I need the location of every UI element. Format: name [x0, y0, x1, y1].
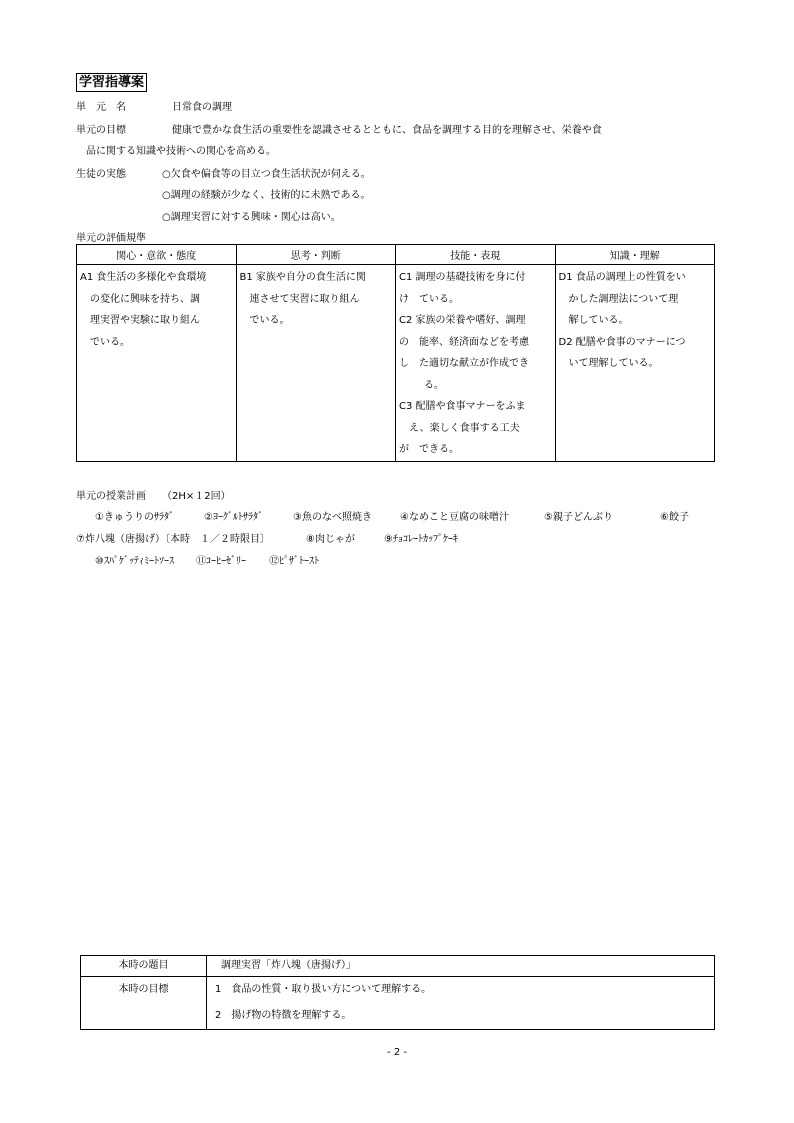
criteria-cell-thinking [236, 265, 396, 462]
lesson-goal-item: 2 揚げ物の特徴を理解する。 [215, 1010, 352, 1021]
evaluation-criteria-table [76, 244, 715, 462]
criteria-line: し た適切な献立が作成でき [399, 358, 529, 369]
plan-item: ⑩ｽﾊﾟｹﾞｯﾃｨﾐｰﾄｿｰｽ [95, 556, 174, 567]
unit-goal-line2: 品に関する知識や技術への関心を高める。 [86, 146, 276, 157]
criteria-label: 単元の評価規準 [76, 233, 146, 244]
criteria-line: でいる。 [90, 336, 130, 348]
criteria-line: B1 家族や自分の食生活に関 [239, 272, 366, 283]
plan-label: 単元の授業計画 [76, 491, 146, 502]
criteria-line: 連させて実習に取り組ん [249, 293, 360, 305]
plan-item: ⑪ｺｰﾋｰｾﾞﾘｰ [196, 556, 246, 567]
plan-item: ⑧肉じゃが [306, 534, 355, 545]
plan-item: ⑦炸八塊（唐揚げ）〔本時 １／２時限目〕 [76, 534, 270, 545]
students-label: 生徒の実態 [76, 169, 126, 180]
criteria-line: け ている。 [399, 293, 459, 305]
plan-item: ⑨ﾁｮｺﾚｰﾄｶｯﾌﾟｹｰｷ [384, 534, 458, 545]
lesson-goals [207, 977, 715, 1030]
plan-item: ①きゅうりのｻﾗﾀﾞ [95, 512, 174, 523]
criteria-cell-knowledge [555, 265, 715, 462]
criteria-header: 技能・表現 [396, 245, 556, 265]
criteria-line: え、楽しく食事する工夫 [409, 422, 520, 434]
lesson-table [80, 955, 715, 1030]
plan-item: ⑥餃子 [660, 512, 689, 523]
document-title: 学習指導案 [76, 73, 147, 92]
criteria-line: る。 [424, 379, 444, 391]
criteria-cell-interest [77, 265, 237, 462]
lesson-topic: 調理実習「炸八塊（唐揚げ）」 [207, 956, 715, 977]
plan-hours: （2H×１2回） [162, 491, 231, 502]
criteria-line: 理実習や実験に取り組ん [90, 315, 200, 326]
criteria-header: 知識・理解 [555, 245, 715, 265]
page-number: - 2 - [387, 1047, 407, 1058]
students-item: ○調理の経験が少なく、技術的に未熟である。 [162, 190, 371, 201]
lesson-topic-label: 本時の題目 [81, 956, 207, 977]
plan-item: ⑫ﾋﾟｻﾞﾄｰｽﾄ [269, 556, 319, 567]
criteria-line: D1 食品の調理上の性質をい [558, 272, 686, 283]
criteria-header: 思考・判断 [236, 245, 396, 265]
unit-name: 日常食の調理 [172, 102, 232, 113]
criteria-line: A1 食生活の多様化や食環境 [80, 272, 207, 283]
unit-name-label: 単 元 名 [76, 102, 126, 113]
criteria-line: 解している。 [568, 315, 629, 326]
unit-goal-line1: 健康で豊かな食生活の重要性を認識させるとともに、食品を調理する目的を理解させ、栄養や食 [172, 125, 602, 136]
criteria-cell-skills [396, 265, 556, 462]
criteria-line: C1 調理の基礎技術を身に付 [399, 272, 526, 283]
unit-goal-label: 単元の目標 [76, 125, 126, 136]
criteria-line: の 能率、経済面などを考慮 [399, 336, 529, 348]
lesson-goal-label: 本時の目標 [81, 977, 207, 1030]
criteria-line: が できる。 [399, 444, 459, 455]
criteria-header: 関心・意欲・態度 [77, 245, 237, 265]
criteria-line: D2 配膳や食事のマナーにつ [558, 336, 686, 348]
lesson-goal-item: 1 食品の性質・取り扱い方について理解する。 [215, 984, 432, 995]
plan-item: ⑤親子どんぶり [544, 512, 613, 523]
plan-item: ④なめこと豆腐の味噌汁 [400, 512, 509, 523]
criteria-line: かした調理法について理 [568, 293, 679, 305]
criteria-line: でいる。 [249, 315, 290, 326]
plan-item: ③魚のなべ照焼き [293, 512, 372, 523]
criteria-line: いて理解している。 [568, 358, 659, 369]
criteria-line: C3 配膳や食事マナーをふま [399, 401, 526, 412]
students-item: ○調理実習に対する興味・関心は高い。 [162, 212, 341, 223]
criteria-line: の変化に興味を持ち、調 [90, 293, 200, 305]
criteria-line: C2 家族の栄養や嗜好、調理 [399, 315, 526, 326]
students-item: ○欠食や偏食等の目立つ食生活状況が伺える。 [162, 169, 371, 180]
plan-item: ②ﾖｰｸﾞﾙﾄｻﾗﾀﾞ [204, 512, 263, 523]
